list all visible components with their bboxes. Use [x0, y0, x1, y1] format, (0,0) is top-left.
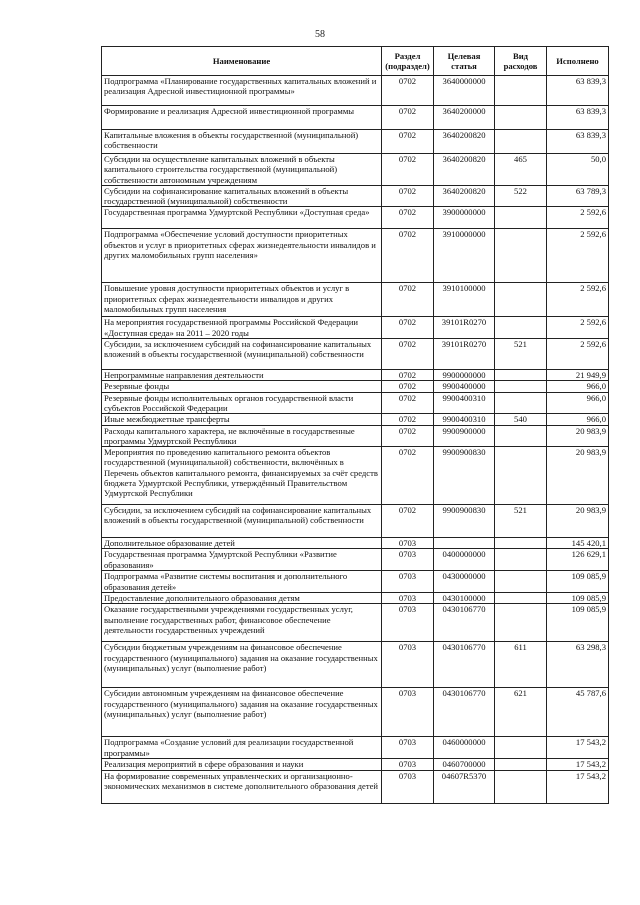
table-body [102, 76, 609, 804]
cell-target: 3910100000 [434, 283, 495, 317]
cell-section: 0702 [382, 370, 434, 381]
cell-amount: 966,0 [547, 381, 609, 392]
cell-name: Резервные фонды исполнительных органов государственной власти субъектов Российской Федерации [102, 392, 382, 414]
table-row [102, 759, 609, 770]
cell-target: 3640200000 [434, 106, 495, 130]
cell-section: 0702 [382, 425, 434, 447]
header-amount: Исполнено [547, 47, 609, 76]
cell-amount: 17 543,2 [547, 737, 609, 759]
cell-section: 0703 [382, 770, 434, 803]
cell-kind [495, 571, 547, 593]
cell-target: 04607R5370 [434, 770, 495, 803]
cell-section: 0703 [382, 688, 434, 737]
cell-name: На мероприятия государственной программы Российской Федерации «Доступная среда» на 2011 – 2020 годы [102, 317, 382, 339]
table-row [102, 549, 609, 571]
cell-section: 0702 [382, 207, 434, 229]
cell-amount: 17 543,2 [547, 770, 609, 803]
cell-amount: 145 420,1 [547, 538, 609, 549]
cell-target: 39101R0270 [434, 339, 495, 370]
table-row [102, 737, 609, 759]
cell-name: Субсидии, за исключением субсидий на софинансирование капитальных вложений в объекты государственной (муниципальной) собственности [102, 339, 382, 370]
cell-amount: 109 085,9 [547, 593, 609, 604]
cell-section: 0702 [382, 229, 434, 283]
cell-section: 0702 [382, 339, 434, 370]
cell-name: Мероприятия по проведению капитального ремонта объектов государственной (муниципальной) собственности, включённых в Перечень объектов капитального ремонта, финансируемых за счёт средств бюджета Удмуртской Республики, утверждённый Правительством Удмуртской Республики [102, 447, 382, 505]
table-row [102, 381, 609, 392]
cell-target: 3640200820 [434, 185, 495, 207]
cell-name: Оказание государственными учреждениями государственных услуг, выполнение государственных работ, финансовое обеспечение деятельности государственных учреждений [102, 604, 382, 642]
header-kind: Вид расходов [495, 47, 547, 76]
cell-kind [495, 447, 547, 505]
table-row [102, 76, 609, 106]
cell-section: 0702 [382, 505, 434, 538]
cell-target: 0400000000 [434, 549, 495, 571]
cell-kind [495, 549, 547, 571]
table-row [102, 370, 609, 381]
cell-name: Государственная программа Удмуртской Республики «Развитие образования» [102, 549, 382, 571]
cell-target: 9900000000 [434, 370, 495, 381]
cell-amount: 109 085,9 [547, 571, 609, 593]
cell-section: 0702 [382, 130, 434, 154]
cell-name: Реализация мероприятий в сфере образования и науки [102, 759, 382, 770]
table-header-row [102, 47, 609, 76]
table-row [102, 130, 609, 154]
table-row [102, 339, 609, 370]
cell-section: 0702 [382, 392, 434, 414]
cell-kind [495, 759, 547, 770]
header-name: Наименование [102, 47, 382, 76]
table-row [102, 538, 609, 549]
cell-amount: 50,0 [547, 154, 609, 186]
cell-target: 3640000000 [434, 76, 495, 106]
cell-section: 0703 [382, 737, 434, 759]
table-row [102, 414, 609, 425]
header-target: Целевая статья [434, 47, 495, 76]
cell-target: 9900400310 [434, 392, 495, 414]
table-row [102, 106, 609, 130]
cell-kind: 465 [495, 154, 547, 186]
cell-amount: 63 298,3 [547, 642, 609, 688]
cell-amount: 21 949,9 [547, 370, 609, 381]
table-row [102, 207, 609, 229]
cell-kind [495, 229, 547, 283]
cell-kind: 621 [495, 688, 547, 737]
cell-name: Подпрограмма «Создание условий для реализации государственной программы» [102, 737, 382, 759]
cell-section: 0703 [382, 642, 434, 688]
cell-name: Расходы капитального характера, не включённые в государственные программы Удмуртской Республики [102, 425, 382, 447]
cell-name: Подпрограмма «Развитие системы воспитания и дополнительного образования детей» [102, 571, 382, 593]
cell-amount: 966,0 [547, 392, 609, 414]
cell-name: Подпрограмма «Планирование государственных капитальных вложений и реализация Адресной инвестиционной программы» [102, 76, 382, 106]
table-row [102, 770, 609, 803]
cell-target: 3910000000 [434, 229, 495, 283]
table-row [102, 425, 609, 447]
table-row [102, 571, 609, 593]
cell-amount: 109 085,9 [547, 604, 609, 642]
cell-name: Субсидии на софинансирование капитальных вложений в объекты государственной (муниципальной) собственности [102, 185, 382, 207]
cell-target: 39101R0270 [434, 317, 495, 339]
cell-section: 0703 [382, 571, 434, 593]
cell-kind [495, 381, 547, 392]
cell-target: 0430106770 [434, 688, 495, 737]
cell-section: 0702 [382, 381, 434, 392]
cell-amount: 20 983,9 [547, 505, 609, 538]
cell-name: Повышение уровня доступности приоритетных объектов и услуг в приоритетных сферах жизнедеятельности инвалидов и других маломобильных групп населения [102, 283, 382, 317]
cell-name: Государственная программа Удмуртской Республики «Доступная среда» [102, 207, 382, 229]
table-row [102, 185, 609, 207]
cell-name: Резервные фонды [102, 381, 382, 392]
cell-section: 0702 [382, 414, 434, 425]
budget-table [101, 46, 609, 804]
cell-section: 0702 [382, 447, 434, 505]
cell-kind [495, 770, 547, 803]
header-section: Раздел (подраздел) [382, 47, 434, 76]
cell-amount: 63 789,3 [547, 185, 609, 207]
cell-amount: 63 839,3 [547, 106, 609, 130]
cell-amount: 2 592,6 [547, 229, 609, 283]
cell-amount: 2 592,6 [547, 317, 609, 339]
cell-kind [495, 76, 547, 106]
cell-section: 0703 [382, 549, 434, 571]
cell-kind [495, 283, 547, 317]
cell-name: На формирование современных управленческих и организационно-экономических механизмов в системе дополнительного образования детей [102, 770, 382, 803]
cell-target: 9900400000 [434, 381, 495, 392]
cell-target: 9900400310 [434, 414, 495, 425]
cell-kind [495, 207, 547, 229]
cell-target: 0430100000 [434, 593, 495, 604]
cell-amount: 20 983,9 [547, 447, 609, 505]
cell-amount: 17 543,2 [547, 759, 609, 770]
cell-target: 9900900830 [434, 505, 495, 538]
table-row [102, 505, 609, 538]
cell-name: Субсидии бюджетным учреждениям на финансовое обеспечение государственного (муниципального) задания на оказание государственных (муниципальных) услуг (выполнение работ) [102, 642, 382, 688]
cell-amount: 966,0 [547, 414, 609, 425]
cell-target: 3900000000 [434, 207, 495, 229]
cell-name: Иные межбюджетные трансферты [102, 414, 382, 425]
cell-kind [495, 392, 547, 414]
cell-kind [495, 593, 547, 604]
cell-section: 0703 [382, 759, 434, 770]
cell-amount: 2 592,6 [547, 283, 609, 317]
cell-amount: 2 592,6 [547, 207, 609, 229]
cell-target: 0460700000 [434, 759, 495, 770]
cell-name: Капитальные вложения в объекты государственной (муниципальной) собственности [102, 130, 382, 154]
cell-section: 0702 [382, 154, 434, 186]
cell-target: 0430106770 [434, 642, 495, 688]
cell-amount: 45 787,6 [547, 688, 609, 737]
cell-kind [495, 106, 547, 130]
cell-amount: 63 839,3 [547, 130, 609, 154]
table-row [102, 154, 609, 186]
cell-section: 0703 [382, 538, 434, 549]
cell-kind: 521 [495, 505, 547, 538]
cell-amount: 126 629,1 [547, 549, 609, 571]
cell-section: 0703 [382, 604, 434, 642]
cell-amount: 2 592,6 [547, 339, 609, 370]
cell-target: 0460000000 [434, 737, 495, 759]
cell-section: 0702 [382, 283, 434, 317]
cell-target: 3640200820 [434, 130, 495, 154]
cell-target: 9900900000 [434, 425, 495, 447]
cell-kind [495, 425, 547, 447]
cell-name: Субсидии автономным учреждениям на финансовое обеспечение государственного (муниципального) задания на оказание государственных (муниципальных) услуг (выполнение работ) [102, 688, 382, 737]
table-row [102, 229, 609, 283]
table-row [102, 688, 609, 737]
cell-name: Субсидии на осуществление капитальных вложений в объекты капитального строительства государственной (муниципальной) собственности автономным учреждениям [102, 154, 382, 186]
cell-target: 9900900830 [434, 447, 495, 505]
cell-kind: 521 [495, 339, 547, 370]
cell-kind [495, 737, 547, 759]
cell-target: 0430106770 [434, 604, 495, 642]
cell-kind [495, 604, 547, 642]
cell-kind: 522 [495, 185, 547, 207]
cell-name: Непрограммные направления деятельности [102, 370, 382, 381]
table-row [102, 642, 609, 688]
page-number: 58 [315, 29, 325, 40]
cell-target: 0430000000 [434, 571, 495, 593]
cell-kind [495, 317, 547, 339]
cell-name: Предоставление дополнительного образования детям [102, 593, 382, 604]
cell-amount: 20 983,9 [547, 425, 609, 447]
table-row [102, 604, 609, 642]
cell-section: 0702 [382, 76, 434, 106]
cell-amount: 63 839,3 [547, 76, 609, 106]
cell-section: 0702 [382, 106, 434, 130]
cell-section: 0703 [382, 593, 434, 604]
cell-kind: 611 [495, 642, 547, 688]
cell-kind: 540 [495, 414, 547, 425]
table-row [102, 593, 609, 604]
cell-target [434, 538, 495, 549]
cell-name: Субсидии, за исключением субсидий на софинансирование капитальных вложений в объекты государственной (муниципальной) собственности [102, 505, 382, 538]
cell-kind [495, 130, 547, 154]
cell-name: Подпрограмма «Обеспечение условий доступности приоритетных объектов и услуг в приоритетных сферах жизнедеятельности инвалидов и других маломобильных групп населения» [102, 229, 382, 283]
cell-kind [495, 538, 547, 549]
cell-section: 0702 [382, 185, 434, 207]
cell-kind [495, 370, 547, 381]
table-row [102, 283, 609, 317]
cell-name: Формирование и реализация Адресной инвестиционной программы [102, 106, 382, 130]
table-row [102, 392, 609, 414]
cell-target: 3640200820 [434, 154, 495, 186]
table-row [102, 317, 609, 339]
cell-section: 0702 [382, 317, 434, 339]
table-row [102, 447, 609, 505]
cell-name: Дополнительное образование детей [102, 538, 382, 549]
